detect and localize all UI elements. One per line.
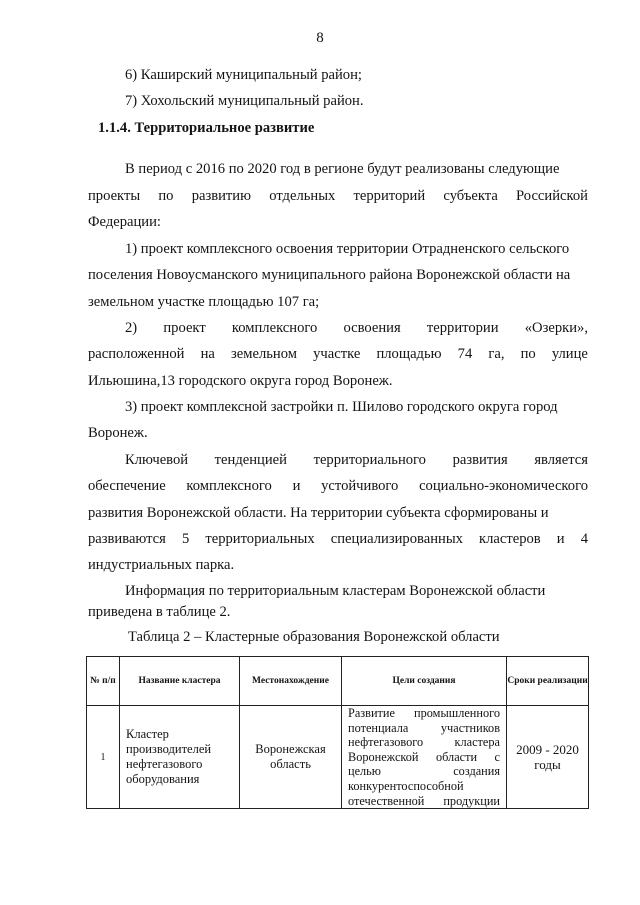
project3-line1: 3) проект комплексной застройки п. Шилово городского округа город (125, 399, 558, 415)
word: комплексного (186, 478, 272, 494)
word: улице (551, 346, 588, 362)
word: специализированных (330, 531, 463, 547)
word: проекты (88, 188, 141, 204)
header-num: № п/п (87, 657, 120, 706)
para2-line5: индустриальных парка. (88, 557, 235, 573)
word: территориального (313, 452, 426, 468)
project1-line1: 1) проект комплексного освоения территории Отрадненского сельского (125, 241, 570, 257)
word: по (520, 346, 536, 362)
word: социально-экономического (419, 478, 588, 494)
word: 4 (580, 531, 588, 547)
word: территориальных (205, 531, 315, 547)
word: площадью (376, 346, 442, 362)
word: кластеров (479, 531, 541, 547)
word: участке (313, 346, 361, 362)
word: тенденцией (214, 452, 287, 468)
word: обеспечение (88, 478, 166, 494)
para2-line3: развития Воронежской области. На территории субъекта сформированы и (88, 505, 549, 521)
word: субъекта (443, 188, 498, 204)
section-heading: 1.1.4. Территориальное развитие (98, 120, 315, 136)
word: развитию (191, 188, 252, 204)
para1-line2 (88, 187, 588, 205)
word: Российской (516, 188, 588, 204)
clusters-table (86, 656, 589, 809)
project1-line3: земельном участке площадью 107 га; (88, 294, 320, 310)
project3-line2: Воронеж. (88, 425, 148, 441)
word: развиваются (88, 531, 166, 547)
cell-location: Воронежская область (240, 706, 342, 809)
header-term: Сроки реализации (507, 657, 589, 706)
para2-line4 (88, 530, 588, 548)
cell-num: 1 (87, 706, 120, 809)
word: комплексного (231, 320, 318, 336)
word: и (292, 478, 301, 494)
cell-term: 2009 - 2020 годы (507, 706, 589, 809)
list-item-7: 7) Хохольский муниципальный район. (125, 93, 364, 109)
word: освоения (343, 320, 401, 336)
header-location: Местонахождение (240, 657, 342, 706)
para1-line3: Федерации: (88, 214, 161, 230)
word: является (534, 452, 588, 468)
para3-line1: Информация по территориальным кластерам Воронежской области (125, 583, 546, 599)
cell-name: Кластер производителей нефтегазового оборудования (120, 706, 240, 809)
word: и (556, 531, 565, 547)
project2-line1 (125, 319, 588, 337)
para1-line1: В период с 2016 по 2020 год в регионе будут реализованы следующие (125, 161, 560, 177)
table-caption: Таблица 2 – Кластерные образования Воронежской области (128, 629, 500, 645)
header-goals: Цели создания (342, 657, 507, 706)
word: по (158, 188, 174, 204)
word: 74 (457, 346, 473, 362)
word: 5 (181, 531, 190, 547)
page-number: 8 (316, 30, 324, 46)
word: 2) (125, 320, 138, 336)
header-name: Название кластера (120, 657, 240, 706)
word: территории (426, 320, 499, 336)
word: на (200, 346, 215, 362)
table-row (87, 706, 589, 809)
word: устойчивого (321, 478, 399, 494)
word: земельном (231, 346, 297, 362)
project1-line2: поселения Новоусманского муниципального района Воронежской области на (88, 267, 571, 283)
cell-goals: Развитие промышленного потенциала участников нефтегазового кластера Воронежской области с целью создания конкурентоспособной отечественной продукции (342, 706, 507, 809)
word: проект (163, 320, 206, 336)
list-item-6: 6) Каширский муниципальный район; (125, 67, 362, 83)
project2-line3: Ильюшина,13 городского округа город Воронеж. (88, 373, 393, 389)
word: расположенной (88, 346, 185, 362)
word: территорий (353, 188, 426, 204)
word: га, (488, 346, 505, 362)
word: «Озерки», (524, 320, 588, 336)
table-header-row (87, 657, 589, 706)
word: развития (452, 452, 508, 468)
para3-line2: приведена в таблице 2. (88, 604, 231, 620)
word: Ключевой (125, 452, 189, 468)
word: отдельных (269, 188, 336, 204)
para2-line1 (125, 451, 588, 469)
project2-line2 (88, 345, 588, 363)
para2-line2 (88, 477, 588, 495)
